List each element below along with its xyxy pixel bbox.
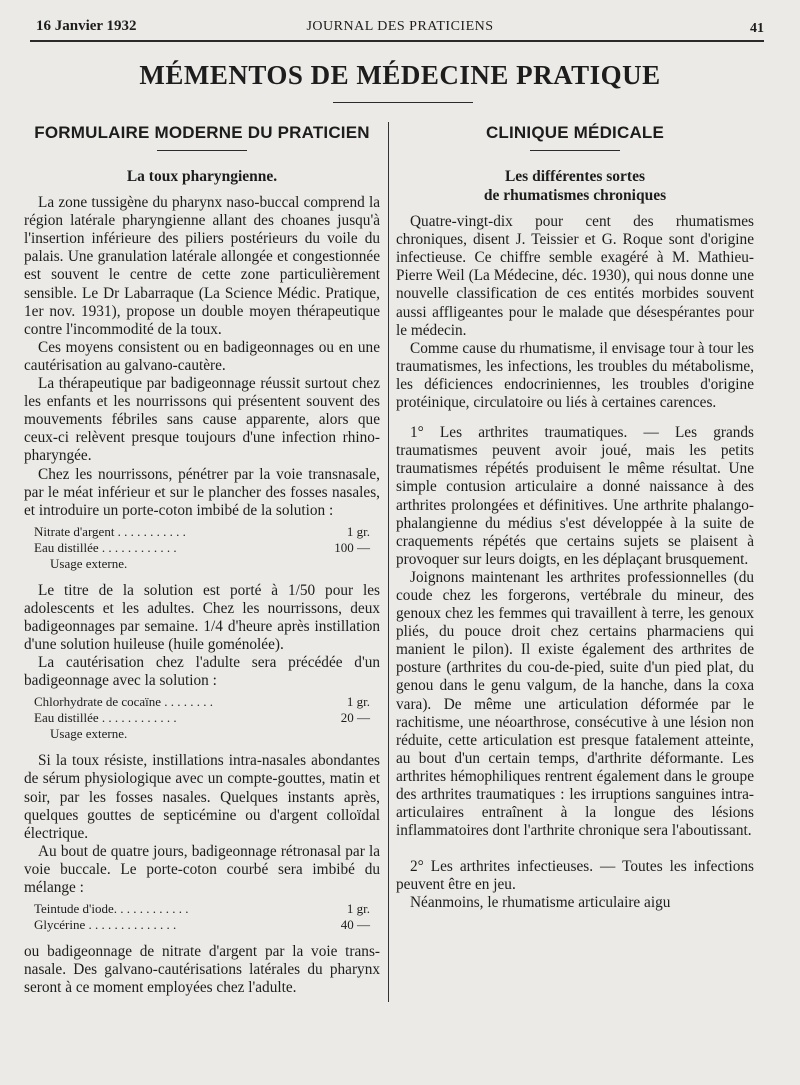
formula-row <box>34 524 380 540</box>
quantity: 1 gr. <box>346 523 370 539</box>
article-title-rhumatismes <box>396 167 754 205</box>
right-column <box>396 124 754 913</box>
paragraph: La thérapeutique par badigeonnage réussit surtout chez les enfants et les nourrissons qui présentent souvent des mouvements fébriles sans cause apparente, alors que ceux-ci relèvent presque toujours d'une infection rhino-pharyngée. <box>24 375 380 465</box>
formula-row <box>34 917 380 933</box>
ingredient: Eau distillée . . . . . . . . . . . . <box>34 710 177 726</box>
title-rule <box>333 102 473 103</box>
issue-date: 16 Janvier 1932 <box>36 18 137 34</box>
usage-note: Usage externe. <box>50 555 128 571</box>
main-title: MÉMENTOS DE MÉDECINE PRATIQUE <box>139 60 661 90</box>
header-rule <box>30 40 764 42</box>
paragraph: La cautérisation chez l'adulte sera précédée d'un badigeonnage avec la solution : <box>24 654 380 690</box>
quantity: 20 — <box>340 710 370 726</box>
formula-iode <box>34 901 380 933</box>
article-title-line: de rhumatismes chroniques <box>483 187 667 205</box>
page-number: 41 <box>750 21 764 36</box>
paragraph: Chez les nourrissons, pénétrer par la voie transnasale, par le méat inférieur et sur le plancher des fosses nasales, et introduire un porte-coton imbibé de la solution : <box>24 465 380 519</box>
quantity: 40 — <box>340 917 370 933</box>
formula-nitrate <box>34 524 380 572</box>
paragraph: La zone tussigène du pharynx naso-buccal comprend la région latérale pharyngienne allant des choanes jusqu'à l'insertion inférieure des piliers postérieurs du voile du palais. Une granulation latérale allongée et congestionnée est souvent le centre de cette zone particulièrement sensible. Le Dr Labarraque (La Science Médic. Pratique, 1er nov. 1931), propose un double moyen thérapeutique contre l'incommodité de la toux. <box>24 194 380 338</box>
section-title-clinique: CLINIQUE MÉDICALE <box>485 123 665 142</box>
paragraph: Si la toux résiste, instillations intra-nasales abondantes de sérum physiologique avec un compte-gouttes, matin et soir, par les fosses nasales. Quelques instants après, quelques gouttes de septicémine ou d'argent colloïdal électrique. <box>24 752 380 842</box>
usage-note: Usage externe. <box>50 726 128 742</box>
paragraph: Comme cause du rhumatisme, il envisage tour à tour les traumatismes, les infections, les troubles du métabolisme, les déficiences endocriniennes, les troubles d'origine protéinique, circulatoire ou liés à certaines carences. <box>396 339 754 412</box>
quantity: 100 — <box>334 539 370 555</box>
formula-row <box>34 901 380 917</box>
column-divider <box>388 122 389 1002</box>
paragraph: ou badigeonnage de nitrate d'argent par la voie trans-nasale. Des galvano-cautérisations latérales du pharynx seront à ce moment employées chez l'adulte. <box>24 943 380 997</box>
ingredient: Nitrate d'argent . . . . . . . . . . . <box>34 523 186 539</box>
section-title-formulaire: FORMULAIRE MODERNE DU PRATICIEN <box>34 123 370 142</box>
section-rule <box>530 150 620 151</box>
paragraph: Le titre de la solution est porté à 1/50 pour les adolescents et les adultes. Chez les nourrissons, deux badigeonnages par semaine. 1/4 d'heure après instillation d'une solution huileuse (huile goménolée). <box>24 581 380 654</box>
left-column <box>24 124 380 997</box>
paragraph: Joignons maintenant les arthrites professionnelles (du coude chez les forgerons, vertébrale du mineur, des genoux chez les femmes qui travaillent à terre, les genoux pliés, du pouce droit chez certains pharmaciens qui manient le pilon). Il existe également des arthrites de posture (arthrites du cou-de-pied, suite d'un pied plat, du genou dans le genu valgum, de la hanche, dans la coxa vara). De même une articulation déformée par le rachitisme, une néoarthrose, consécutive à une lésion non réduite, cette articulation est presque fatalement atteinte, au bout d'un certain temps, d'arthrite déformante. Les arthrites hémophiliques rentrent également dans le groupe des arthrites traumatiques : les irruptions sanguines intra-articulaires entraînent à la longue des lésions inflammatoires dont l'arthrite chronique sera l'aboutissant. <box>396 568 754 840</box>
paragraph: Au bout de quatre jours, badigeonnage rétronasal par la voie buccale. Le porte-coton courbé sera imbibé du mélange : <box>24 842 380 896</box>
paragraph: Néanmoins, le rhumatisme articulaire aigu <box>410 894 671 912</box>
article-title-toux: La toux pharyngienne. <box>126 168 278 186</box>
section-rule <box>157 150 247 151</box>
ingredient: Eau distillée . . . . . . . . . . . . <box>34 539 177 555</box>
journal-name: JOURNAL DES PRATICIENS <box>306 19 494 34</box>
formula-cocaine <box>34 694 380 742</box>
article-title-line: Les différentes sortes <box>504 168 646 186</box>
running-head <box>36 18 764 40</box>
paragraph: Ces moyens consistent ou en badigeonnages ou en une cautérisation au galvano-cautère. <box>24 338 380 374</box>
paragraph: Quatre-vingt-dix pour cent des rhumatismes chroniques, disent J. Teissier et G. Roque sont d'origine infectieuse. Ce chiffre semble exagéré à M. Mathieu-Pierre Weil (La Médecine, déc. 1930), qui nous donne une nouvelle classification de ces entités morbides souvent aussi affligeantes pour le malade que désespérantes pour le médecin. <box>396 213 754 339</box>
ingredient: Chlorhydrate de cocaïne . . . . . . . . <box>34 694 214 710</box>
ingredient: Teintude d'iode. . . . . . . . . . . . <box>34 901 189 917</box>
paragraph: 1° Les arthrites traumatiques. — Les grands traumatismes peuvent avoir joué, mais les petits traumatismes répétés produisent le même résultat. Une simple contusion articulaire a donné naissance à des arthrites prolongées et définitives. Une arthrite phalango-phalangienne du médius s'est développée à la suite de craquements répétés que certains sujets se plaisent à provoquer sur leurs doigts, en les déplaçant brusquement. <box>396 424 754 568</box>
paragraph: 2° Les arthrites infectieuses. — Toutes les infections peuvent être en jeu. <box>396 858 754 894</box>
quantity: 1 gr. <box>346 694 370 710</box>
formula-row <box>34 694 380 710</box>
quantity: 1 gr. <box>346 901 370 917</box>
formula-row <box>34 540 380 556</box>
ingredient: Glycérine . . . . . . . . . . . . . . <box>34 917 177 933</box>
formula-row <box>34 710 380 726</box>
